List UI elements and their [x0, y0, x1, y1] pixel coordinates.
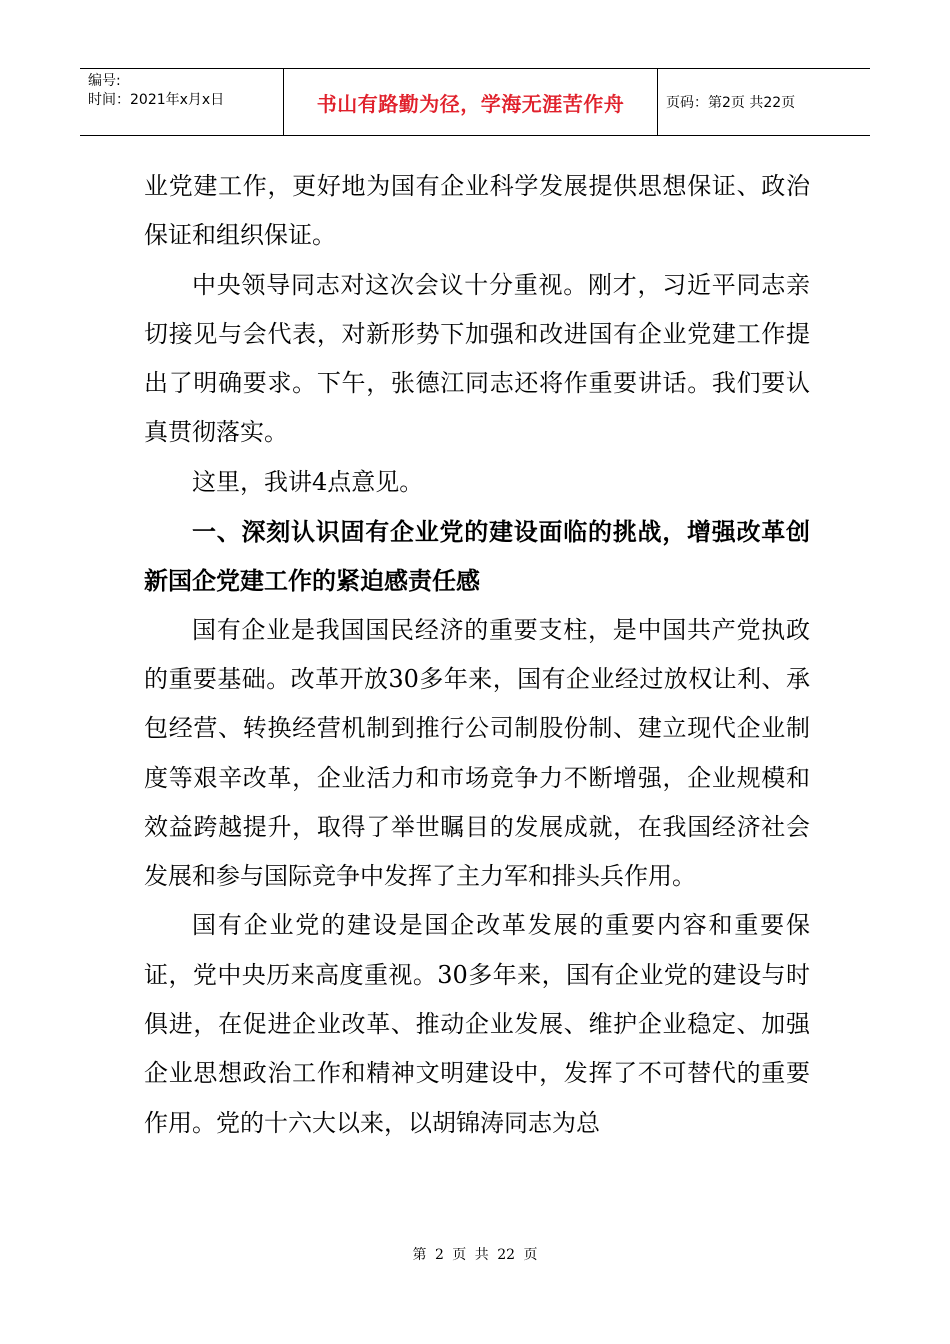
header-page-info: 页码：第2页 共22页	[666, 95, 796, 111]
document-code-label: 编号:	[88, 73, 121, 89]
header-meta-cell	[80, 69, 284, 135]
document-body	[144, 162, 810, 1148]
page-header	[80, 68, 870, 136]
paragraph-2: 中央领导同志对这次会议十分重视。刚才，习近平同志亲切接见与会代表，对新形势下加强和改进国有企业党建工作提出了明确要求。下午，张德江同志还将作重要讲话。我们要认真贯彻落实。	[144, 270, 810, 447]
page-footer: 第 2 页 共 22 页	[412, 1247, 538, 1263]
paragraph-3: 这里，我讲4点意见。	[192, 467, 424, 496]
paragraph-4: 国有企业是我国国民经济的重要支柱，是中国共产党执政的重要基础。改革开放30多年来，国有企业经过放权让利、承包经营、转换经营机制到推行公司制股份制、建立现代企业制度等艰辛改革，企业活力和市场竞争力不断增强，企业规模和效益跨越提升，取得了举世瞩目的发展成就，在我国经济社会发展和参与国际竞争中发挥了主力军和排头兵作用。	[144, 615, 810, 891]
header-motto: 书山有路勤为径，学海无涯苦作舟	[284, 69, 658, 135]
document-time-label: 时间：2021年x月x日	[88, 92, 225, 108]
paragraph-1: 业党建工作，更好地为国有企业科学发展提供思想保证、政治保证和组织保证。	[144, 172, 810, 250]
section-heading-1: 一、深刻认识固有企业党的建设面临的挑战，增强改革创新国企党建工作的紧迫感责任感	[144, 517, 810, 596]
paragraph-5: 国有企业党的建设是国企改革发展的重要内容和重要保证，党中央历来高度重视。30多年来，国有企业党的建设与时俱进，在促进企业改革、推动企业发展、维护企业稳定、加强企业思想政治工作和精神文明建设中，发挥了不可替代的重要作用。党的十六大以来，以胡锦涛同志为总	[144, 911, 810, 1137]
